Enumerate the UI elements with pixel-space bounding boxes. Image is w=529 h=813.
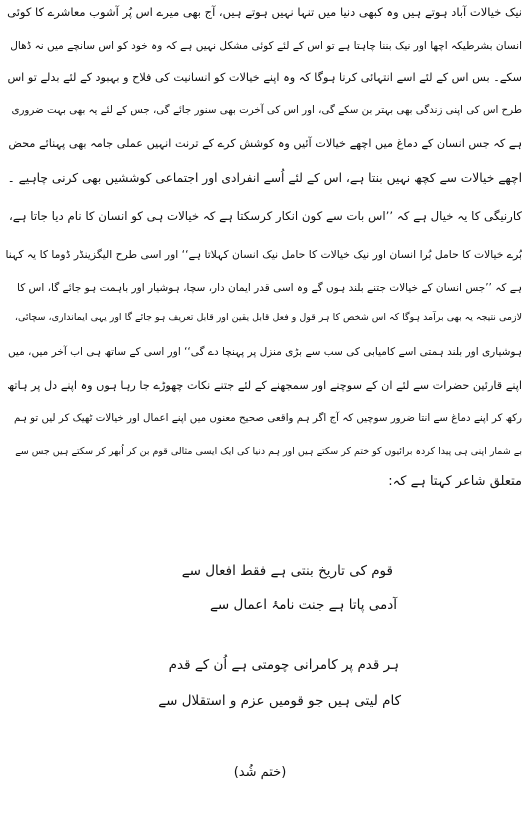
paragraph-line: ہے کہ ’’جس انسان کے خیالات جتنے بلند ہوں گے وہ اسی قدر ایمان دار، سچا، ہوشیار اور باہمت ہو جائے گا، اس کا [17,282,522,294]
verse-1-line-1: قوم کی تاریخ بنتی ہے فقط افعال سے [181,563,393,579]
paragraph-line: رکھ کر اپنے دماغ سے انتا ضرور سوچیں کہ آج اگر ہم واقعی صحیح معنوں میں اپنے اعمال اور خیالات ٹھیک کر لیں تو ہم [14,412,522,424]
paragraph-line: لازمی نتیجہ یہ بھی برآمد ہوگا کہ اس شخص کا ہر قول و فعل قابل یقین اور قابل تعریف ہو جائے گا اور یہی ایمانداری، سچائی، [14,312,522,323]
paragraph-line: ہے کہ جس انسان کے دماغ میں اچھے خیالات آئیں وہ کوشش کرے کے ترنت انہیں عملی جامہ بھی پہنائے محض [8,137,522,150]
paragraph-line: انسان بشرطیکہ اچھا اور نیک بننا چاہتا ہے تو اس کے لئے کوئی مشکل نہیں ہے کہ وہ خود کو اس سانچے میں نہ ڈھال [10,40,522,52]
end-mark: (ختم شُد) [233,765,287,780]
paragraph-line: ہوشیاری اور بلند ہمتی اسے کامیابی کی سب سے بڑی منزل پر پہنچا دے گی‘‘ اور اسی کے ساتھ ہی اب آخر میں، میں [7,346,522,358]
verse-2-line-2: کام لیتی ہیں جو قومیں عزم و استقلال سے [158,693,401,709]
paragraph-line: کارنیگی کا یہ خیال ہے کہ ’’اس بات سے کون انکار کرسکتا ہے کہ خیالات ہی کو انسان کا نام دیا جاتا ہے، [8,209,522,223]
paragraph-line: اچھے خیالات سے کچھ نہیں بنتا ہے، اس کے لئے اُسے انفرادی اور اجتماعی کوششیں بھی کرنی چاہیے ۔ [7,171,522,185]
paragraph-line: بُرے خیالات کا حامل بُرا انسان اور نیک خیالات کا حامل نیک انسان کہلاتا ہے‘‘ اور اسی طرح الیگزینڈر ڈوما کا یہ کہنا [6,248,522,261]
paragraph-line: متعلق شاعر کہتا ہے کہ: [388,474,522,489]
paragraph-line: طرح اس کی اپنی زندگی بھی بہتر بن سکے گی، اور اس کی آخرت بھی سنور جائے گی، جس کے لئے یہ بھی بہت ضروری [11,104,522,116]
paragraph-line: نیک خیالات آباد ہوتے ہیں وہ کبھی دنیا میں تنہا نہیں ہوتے ہیں، آج بھی میرے اس پُر آشوب معاشرے کا کوئی [7,5,522,19]
verse-1-line-2: آدمی پاتا ہے جنت نامۂ اعمال سے [210,597,397,613]
paragraph-line: اپنے قارئین حضرات سے لئے ان کے سوچنے اور سمجھنے کے لئے جتنے نکات چھوڑے جا رہا ہوں وہ اپنے دل پر ہاتھ [7,379,522,392]
paragraph-line: بے شمار اپنی ہی پیدا کردہ برائیوں کو ختم کر سکتے ہیں اور ہم دنیا کی ایک ایسی مثالی قوم بن کر اُبھر کر سکتے ہیں جس سے [15,446,522,457]
paragraph-line: سکے۔ بس اس کے لئے اسے انتہائی کرنا ہوگا کہ وہ اپنے خیالات کو انسانیت کی فلاح و بہبود کے لئے بدلے تو اس [7,71,522,84]
verse-2-line-1: ہر قدم پر کامرانی چومتی ہے اُن کے قدم [168,657,399,673]
